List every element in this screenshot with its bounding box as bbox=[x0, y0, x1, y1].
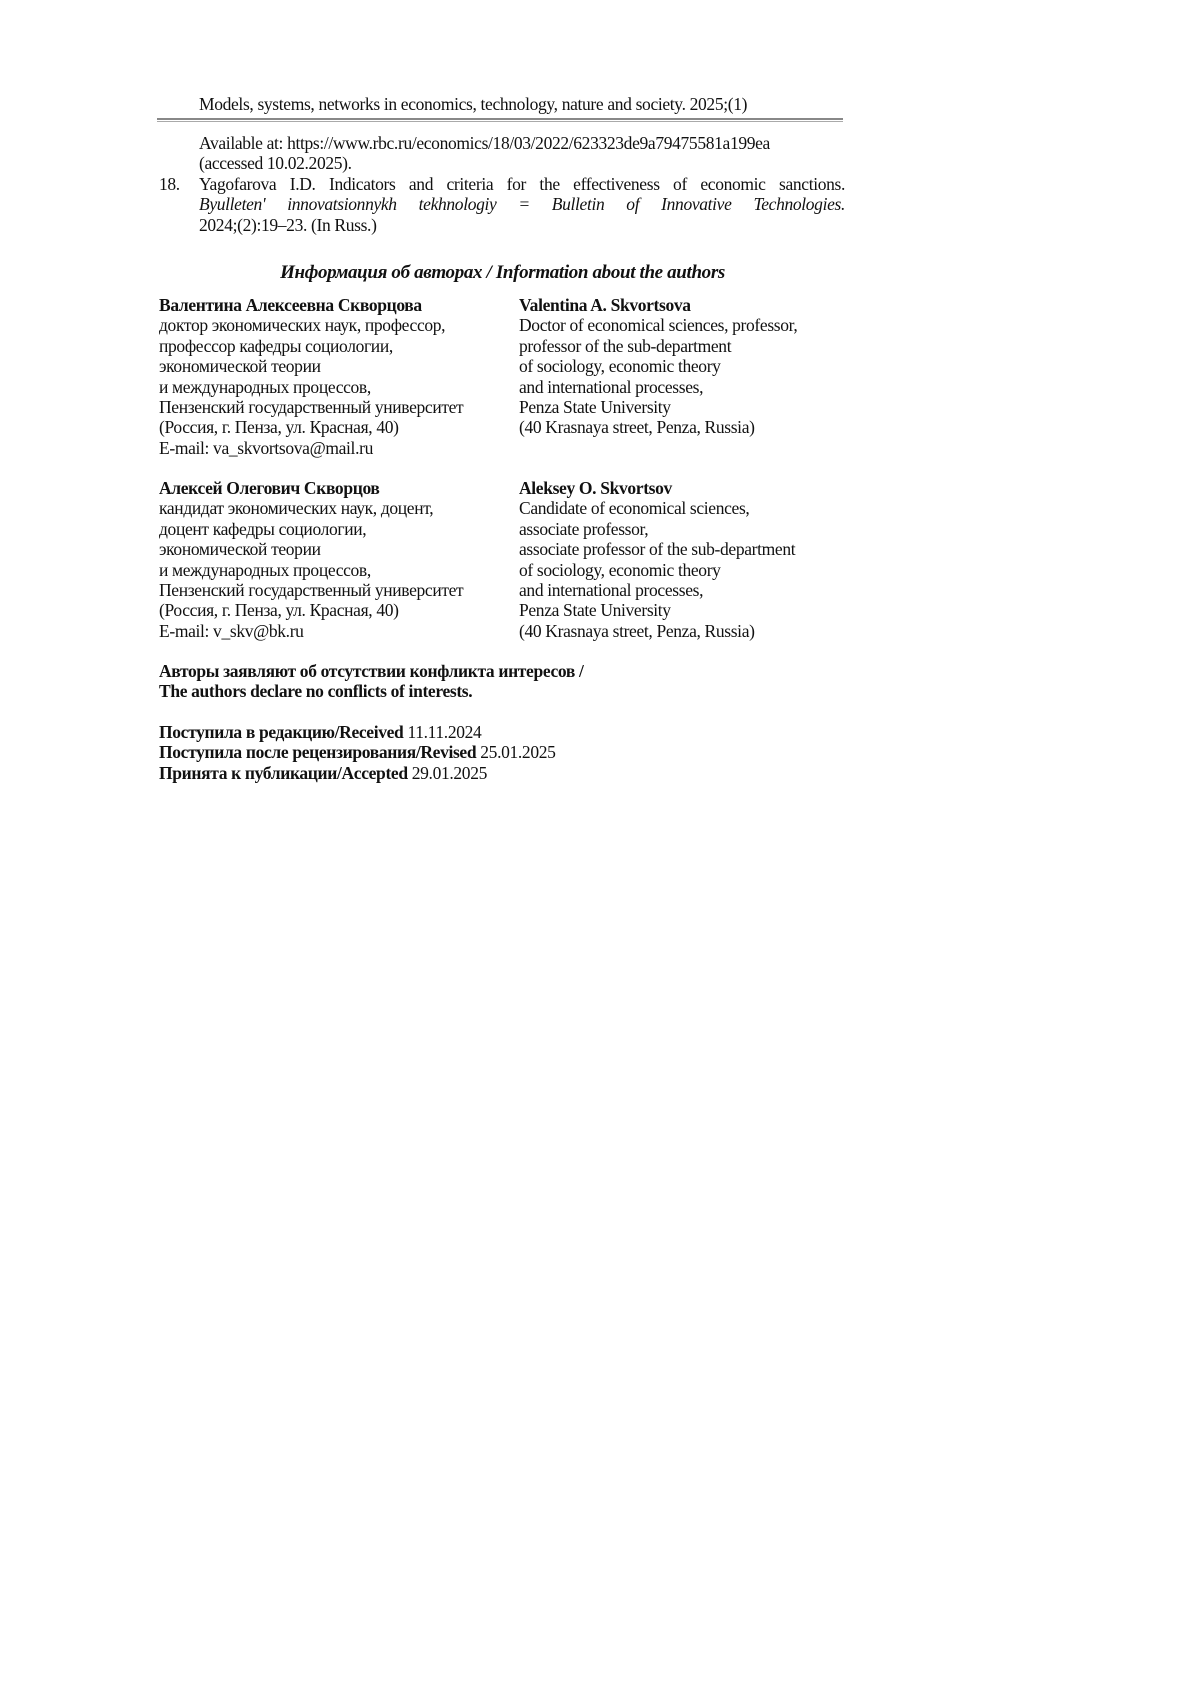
author-info-line: экономической теории bbox=[159, 539, 321, 560]
date-value: 11.11.2024 bbox=[407, 722, 482, 742]
author-info-line: (Россия, г. Пенза, ул. Красная, 40) bbox=[159, 417, 399, 438]
references-list bbox=[159, 133, 845, 235]
author-2-ru bbox=[159, 478, 463, 641]
author-email: E-mail: v_skv@bk.ru bbox=[159, 620, 304, 641]
author-info-line: кандидат экономических наук, доцент, bbox=[159, 498, 434, 519]
date-value: 29.01.2025 bbox=[411, 762, 488, 783]
author-1-ru bbox=[159, 295, 463, 458]
author-info-line: associate professor, bbox=[519, 518, 649, 539]
author-info-line: (40 Krasnaya street, Penza, Russia) bbox=[519, 417, 755, 438]
author-info-line: professor of the sub-department bbox=[519, 335, 732, 356]
author-name: Aleksey O. Skvortsov bbox=[519, 478, 672, 498]
author-info-line: Penza State University bbox=[519, 600, 671, 621]
reference-line: 2024;(2):19–23. (In Russ.) bbox=[199, 214, 377, 235]
reference-number: 18. bbox=[159, 173, 180, 194]
author-info-line: and international processes, bbox=[519, 579, 704, 600]
author-info-line: of sociology, economic theory bbox=[519, 559, 721, 580]
author-name: Valentina A. Skvortsova bbox=[519, 295, 691, 315]
author-info-line: Пензенский государственный университет bbox=[159, 396, 464, 417]
authors-section-title: Информация об авторах / Information about the authors bbox=[280, 262, 725, 283]
author-info-line: of sociology, economic theory bbox=[519, 356, 721, 377]
author-info-line: экономической теории bbox=[159, 356, 321, 377]
running-header: Models, systems, networks in economics, technology, nature and society. 2025;(1) bbox=[199, 94, 748, 114]
author-info-line: Пензенский государственный университет bbox=[159, 579, 464, 600]
header-divider bbox=[157, 118, 843, 122]
author-info-line: Candidate of economical sciences, bbox=[519, 498, 750, 519]
author-name: Валентина Алексеевна Скворцова bbox=[159, 295, 422, 315]
reference-line: Yagofarova I.D. Indicators and criteria for the effectiveness of economic sanctions. bbox=[199, 173, 845, 194]
author-info-line: профессор кафедры социологии, bbox=[159, 335, 393, 356]
reference-accessed: (accessed 10.02.2025). bbox=[199, 153, 352, 174]
publication-dates bbox=[159, 722, 556, 783]
author-info-line: and international processes, bbox=[519, 376, 704, 397]
author-2-en bbox=[519, 478, 795, 641]
conflict-line-ru: Авторы заявляют об отсутствии конфликта интересов / bbox=[159, 661, 584, 681]
author-info-line: доцент кафедры социологии, bbox=[159, 518, 367, 539]
reference-18 bbox=[159, 174, 845, 235]
author-info-line: Penza State University bbox=[519, 396, 671, 417]
author-info-line: и международных процессов, bbox=[159, 559, 371, 580]
date-revised bbox=[159, 742, 556, 762]
author-info-line: (40 Krasnaya street, Penza, Russia) bbox=[519, 620, 755, 641]
author-info-line: и международных процессов, bbox=[159, 376, 371, 397]
date-label: Поступила в редакцию/Received bbox=[159, 722, 404, 742]
date-value: 25.01.2025 bbox=[480, 742, 556, 763]
author-1-en bbox=[519, 295, 797, 438]
author-email: E-mail: va_skvortsova@mail.ru bbox=[159, 437, 373, 458]
date-label: Принята к публикации/Accepted bbox=[159, 762, 408, 783]
author-info-line: доктор экономических наук, профессор, bbox=[159, 315, 446, 336]
reference-line: Byulleten' innovatsionnykh tekhnologiy = Bulletin of Innovative Technologies. bbox=[199, 194, 845, 215]
conflict-statement bbox=[159, 661, 584, 702]
conflict-line-en: The authors declare no conflicts of interests. bbox=[159, 681, 473, 702]
author-info-line: associate professor of the sub-department bbox=[519, 539, 796, 560]
date-received bbox=[159, 722, 556, 742]
reference-url: Available at: https://www.rbc.ru/economics/18/03/2022/623323de9a79475581a199ea bbox=[199, 133, 770, 153]
date-label: Поступила после рецензирования/Revised bbox=[159, 742, 477, 763]
author-info-line: Doctor of economical sciences, professor, bbox=[519, 315, 798, 336]
author-name: Алексей Олегович Скворцов bbox=[159, 478, 380, 498]
date-accepted bbox=[159, 763, 556, 783]
reference-17-continuation bbox=[159, 133, 845, 174]
author-info-line: (Россия, г. Пенза, ул. Красная, 40) bbox=[159, 600, 399, 621]
